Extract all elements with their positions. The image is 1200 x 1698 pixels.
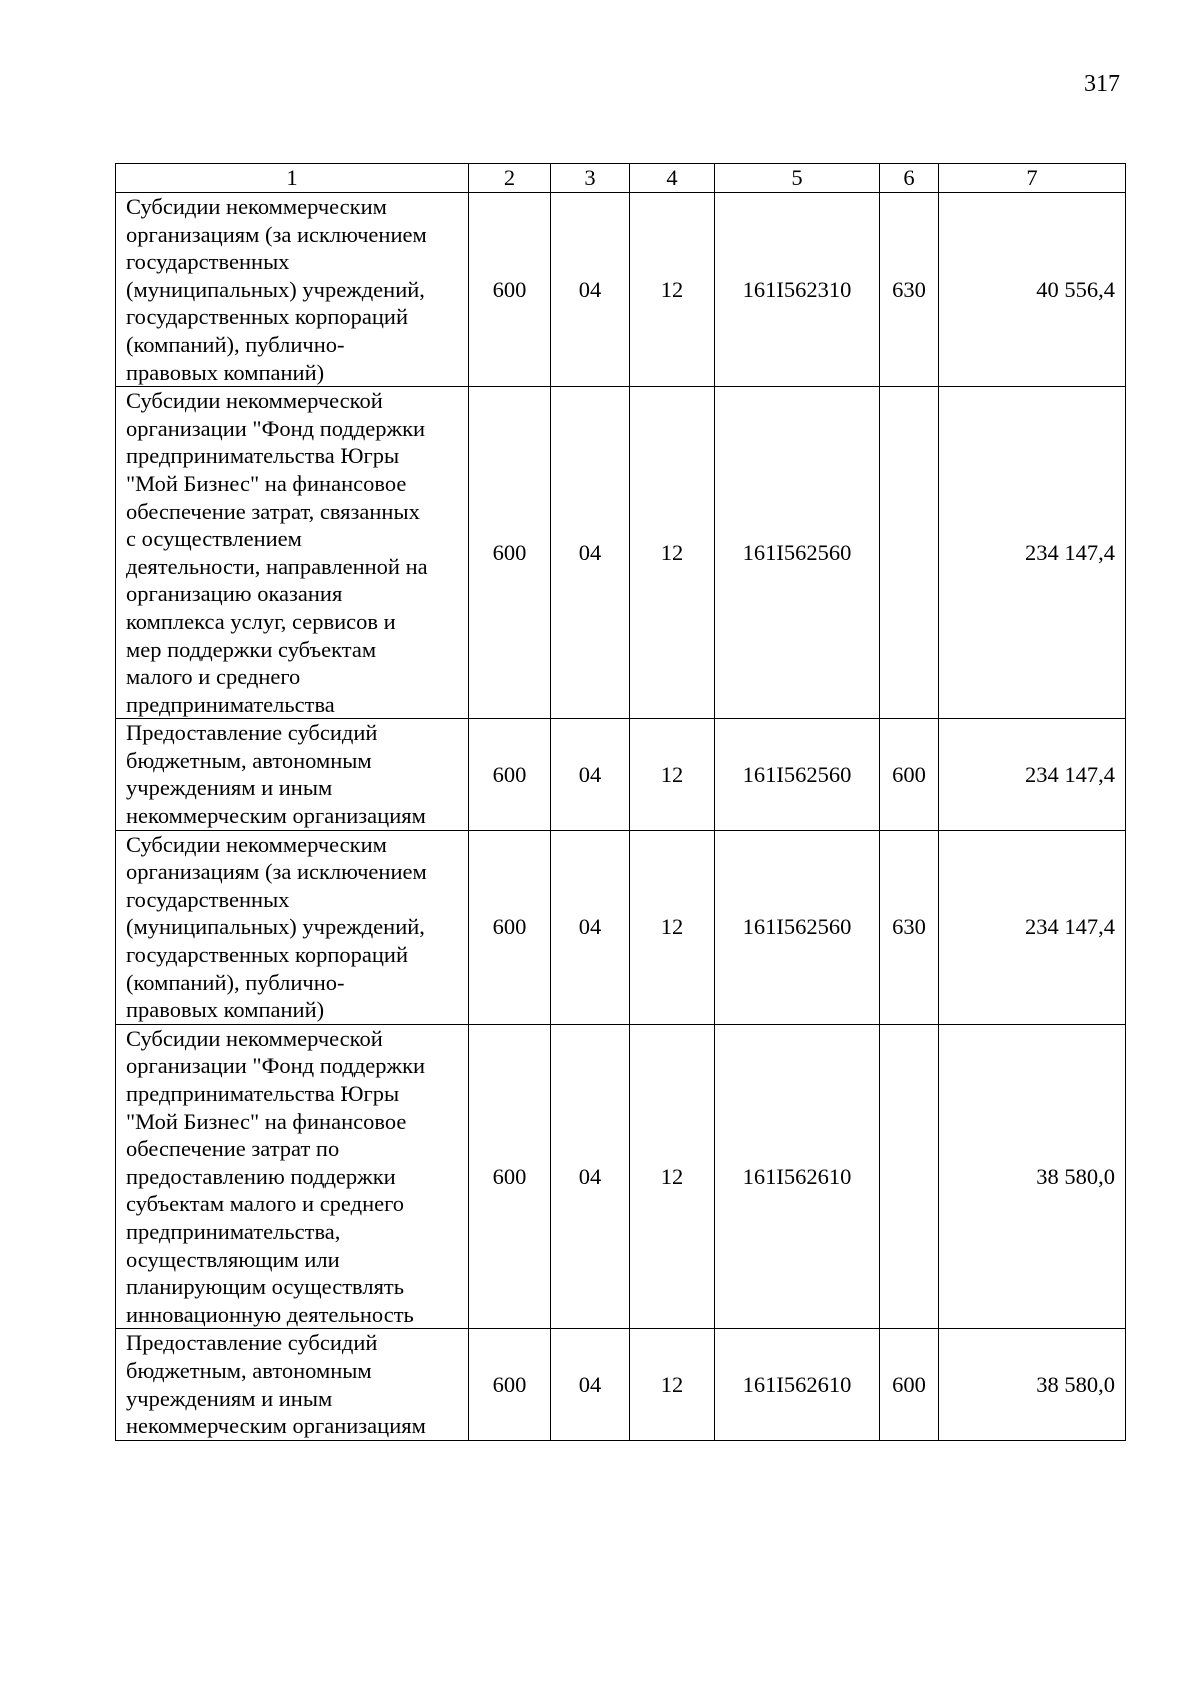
- row-col-5: 161I562560: [715, 719, 880, 830]
- row-name: Предоставление субсидий бюджетным, автономным учреждениям и иным некоммерческим организациям: [126, 1330, 426, 1439]
- row-name: Субсидии некоммерческим организациям (за исключением государственных (муниципальных) учреждений, государственных корпораций (компаний), публично- правовых компаний): [126, 194, 427, 385]
- header-col-3: 3: [551, 164, 630, 193]
- table-header: [116, 164, 1126, 193]
- table-row: [116, 193, 1126, 387]
- row-amount: 38 580,0: [939, 1329, 1126, 1440]
- row-col-4: 12: [630, 830, 715, 1024]
- row-amount: 40 556,4: [939, 193, 1126, 387]
- row-col-3: 04: [551, 719, 630, 830]
- row-col-4: 12: [630, 387, 715, 719]
- row-col-2: 600: [469, 193, 551, 387]
- row-col-4: 12: [630, 719, 715, 830]
- row-col-2: 600: [469, 830, 551, 1024]
- table-row: [116, 830, 1126, 1024]
- table-row: [116, 387, 1126, 719]
- row-col-3: 04: [551, 1024, 630, 1329]
- row-col-5: 161I562610: [715, 1329, 880, 1440]
- row-col-6: 630: [880, 193, 939, 387]
- row-col-3: 04: [551, 193, 630, 387]
- row-name: Субсидии некоммерческой организации "Фонд поддержки предпринимательства Югры "Мой Бизнес" на финансовое обеспечение затрат по предоставлению поддержки субъектам малого и среднего предпринимательства, осуществляющим или планирующим осуществлять инновационную деятельность: [126, 1025, 426, 1327]
- row-col-3: 04: [551, 1329, 630, 1440]
- header-col-7: 7: [939, 164, 1126, 193]
- row-amount: 234 147,4: [939, 830, 1126, 1024]
- row-amount: 234 147,4: [939, 387, 1126, 719]
- row-name-cell: [116, 1329, 469, 1440]
- row-amount: 38 580,0: [939, 1024, 1126, 1329]
- page-number: 317: [1084, 71, 1120, 97]
- table-row: [116, 1024, 1126, 1329]
- header-col-4: 4: [630, 164, 715, 193]
- row-name-cell: [116, 193, 469, 387]
- row-name-cell: [116, 1024, 469, 1329]
- table-row: [116, 719, 1126, 830]
- table-row: [116, 1329, 1126, 1440]
- header-col-6: 6: [880, 164, 939, 193]
- row-name-cell: [116, 719, 469, 830]
- row-col-4: 12: [630, 1329, 715, 1440]
- row-name-cell: [116, 387, 469, 719]
- row-col-5: 161I562560: [715, 830, 880, 1024]
- header-col-2: 2: [469, 164, 551, 193]
- row-col-2: 600: [469, 387, 551, 719]
- header-row: [116, 164, 1126, 193]
- row-col-5: 161I562560: [715, 387, 880, 719]
- row-name: Субсидии некоммерческой организации "Фонд поддержки предпринимательства Югры "Мой Бизнес" на финансовое обеспечение затрат, связанных с осуществлением деятельности, направленной на организацию оказания комплекса услуг, сервисов и мер поддержки субъектам малого и среднего предпринимательства: [126, 388, 428, 717]
- row-name: Субсидии некоммерческим организациям (за исключением государственных (муниципальных) учреждений, государственных корпораций (компаний), публично- правовых компаний): [126, 831, 427, 1023]
- row-col-2: 600: [469, 1024, 551, 1329]
- row-col-5: 161I562310: [715, 193, 880, 387]
- row-col-4: 12: [630, 193, 715, 387]
- row-amount: 234 147,4: [939, 719, 1126, 830]
- row-col-3: 04: [551, 387, 630, 719]
- row-col-2: 600: [469, 719, 551, 830]
- row-col-4: 12: [630, 1024, 715, 1329]
- row-col-6: 600: [880, 719, 939, 830]
- row-col-6: [880, 1024, 939, 1329]
- row-col-6: [880, 387, 939, 719]
- row-col-5: 161I562610: [715, 1024, 880, 1329]
- row-col-6: 600: [880, 1329, 939, 1440]
- header-col-5: 5: [715, 164, 880, 193]
- header-col-1: 1: [116, 164, 469, 193]
- budget-table: [115, 163, 1126, 1441]
- row-name-cell: [116, 830, 469, 1024]
- row-col-2: 600: [469, 1329, 551, 1440]
- table-body: [116, 193, 1126, 1441]
- row-name: Предоставление субсидий бюджетным, автономным учреждениям и иным некоммерческим организациям: [126, 720, 426, 829]
- row-col-3: 04: [551, 830, 630, 1024]
- row-col-6: 630: [880, 830, 939, 1024]
